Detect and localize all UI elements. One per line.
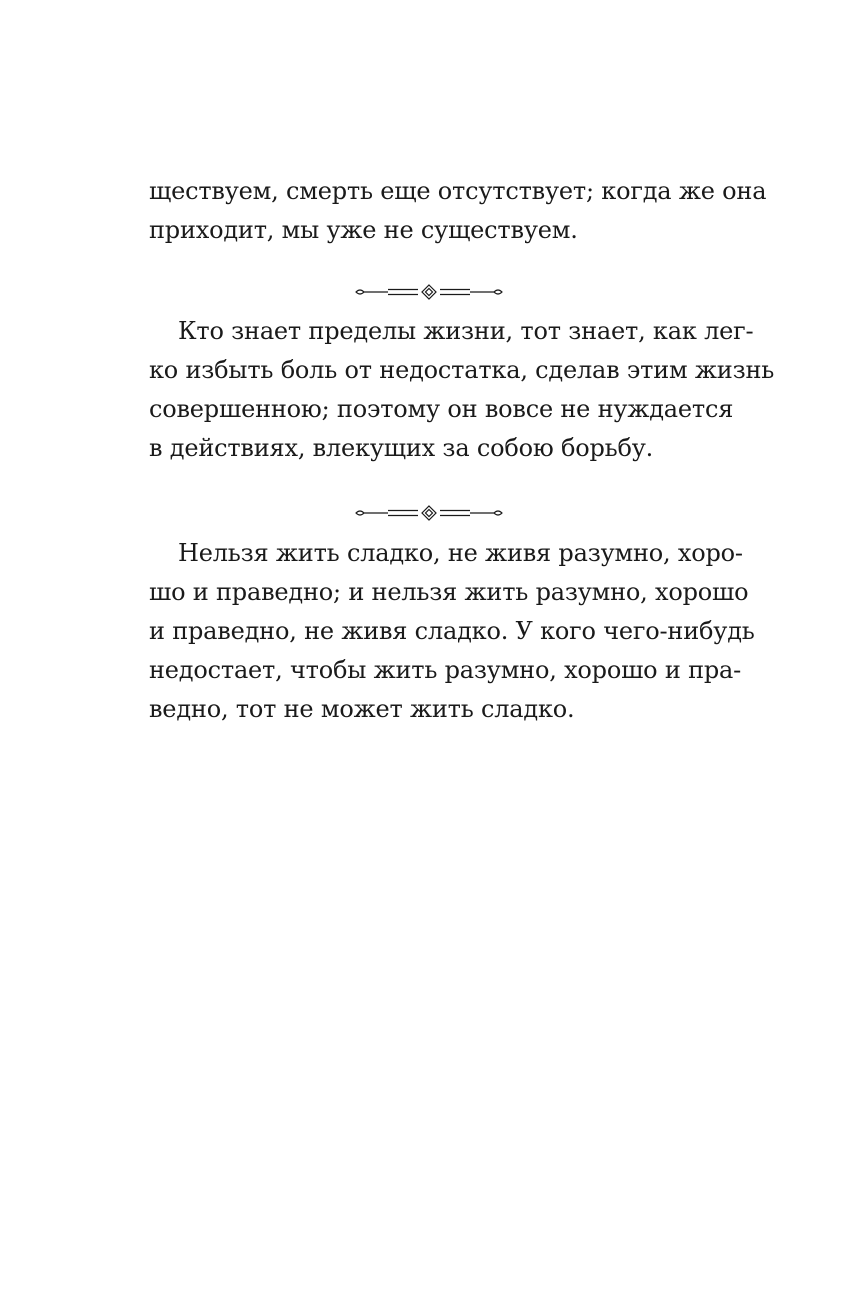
text-line: ко избыть боль от недостатка, сделав этим жизнь	[149, 356, 775, 384]
paragraph-1	[149, 172, 767, 250]
section-divider	[149, 283, 709, 301]
text-line: и праведно, не живя сладко. У кого чего-нибудь	[149, 617, 755, 645]
paragraph-3	[149, 534, 755, 729]
text-line: ществуем, смерть еще отсутствует; когда же она	[149, 177, 767, 205]
text-line: ведно, тот не может жить сладко.	[149, 695, 575, 723]
text-line: шо и праведно; и нельзя жить разумно, хорошо	[149, 578, 749, 606]
ornamental-divider-icon	[354, 504, 504, 522]
paragraph-2	[149, 312, 775, 468]
text-line: совершенною; поэтому он вовсе не нуждается	[149, 395, 734, 423]
text-line: в действиях, влекущих за собою борьбу.	[149, 434, 654, 462]
section-divider	[149, 504, 709, 522]
book-page	[149, 172, 775, 729]
text-line: приходит, мы уже не существуем.	[149, 216, 578, 244]
text-line: недостает, чтобы жить разумно, хорошо и пра-	[149, 656, 742, 684]
text-line: Кто знает пределы жизни, тот знает, как лег-	[178, 317, 754, 345]
text-line: Нельзя жить сладко, не живя разумно, хоро-	[178, 539, 743, 567]
ornamental-divider-icon	[354, 283, 504, 301]
